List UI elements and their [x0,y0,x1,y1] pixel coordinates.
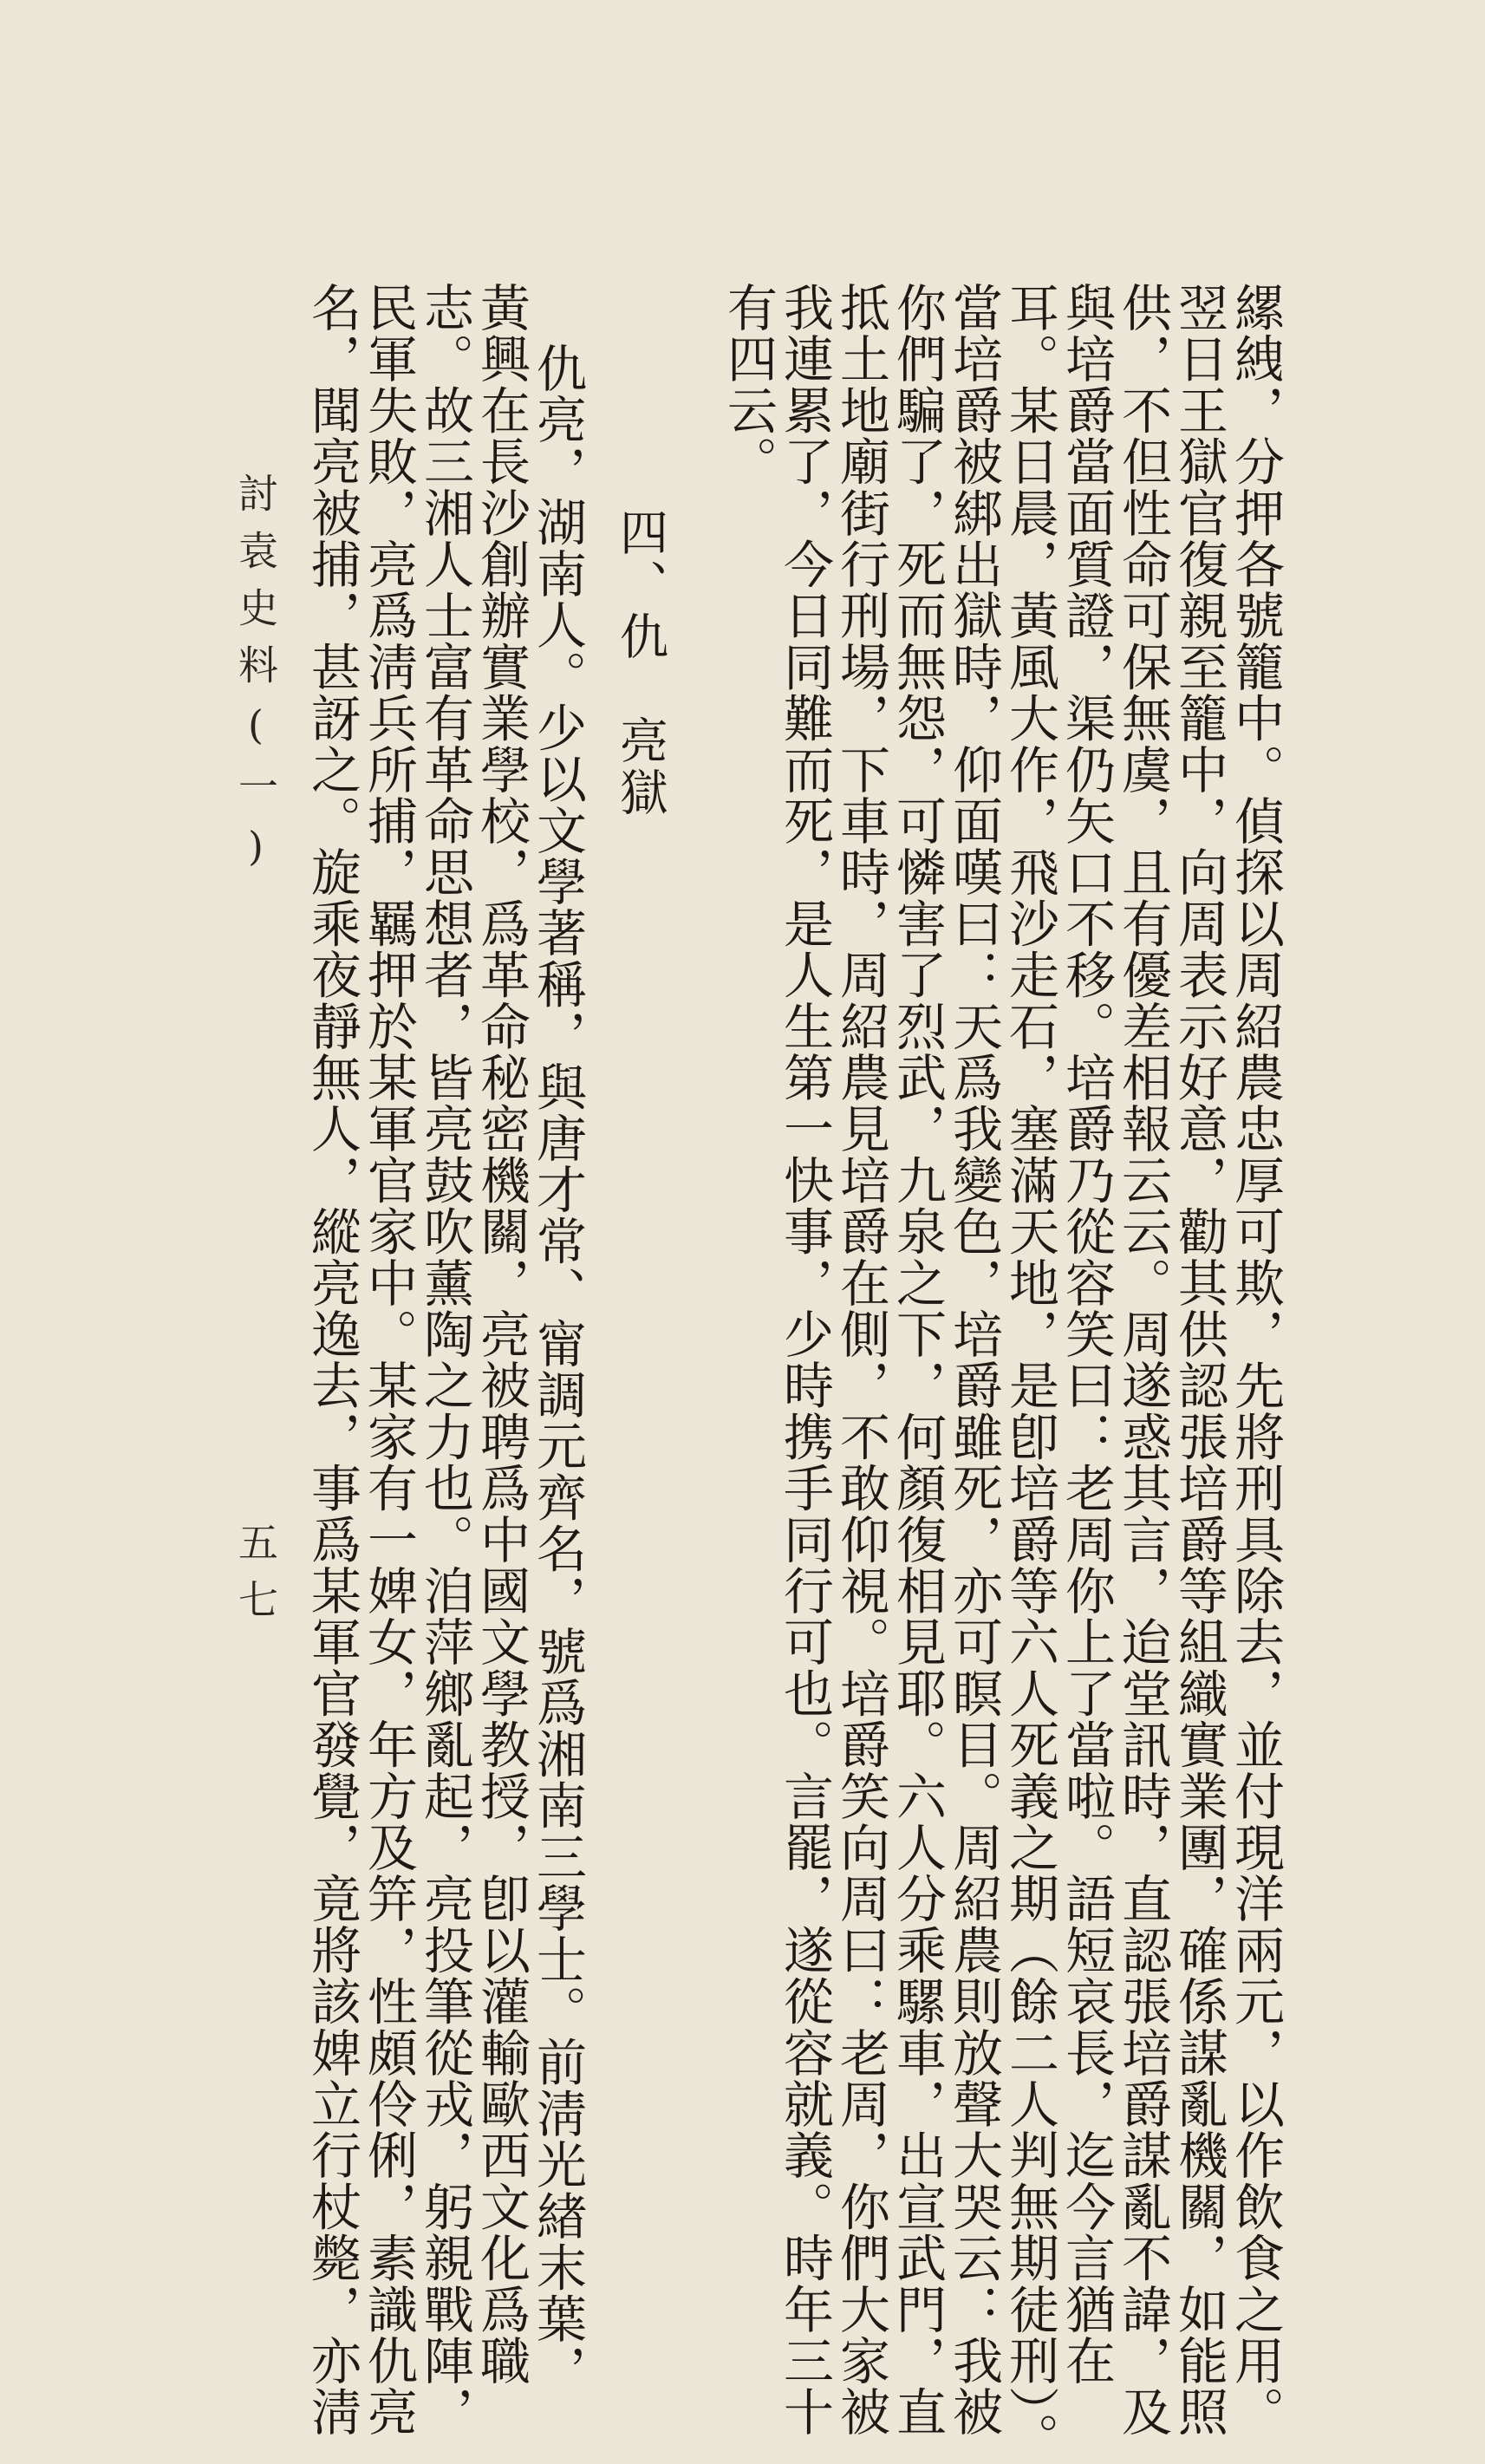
page-number: 五七 [232,1522,279,1636]
text-column: 當培爵被綁出獄時，仰面嘆曰：天爲我變色，培爵雖死，亦可瞑目。周紹農則放聲大哭云：我被 [944,282,1003,2438]
text-column: 縲絏，分押各號籠中。偵探以周紹農忠厚可欺，先將刑具除去，並付現洋兩元，以作飲食之用。 [1226,282,1285,2438]
text-column: 仇亮，湖南人。少以文學著稱，與唐才常、甯調元齊名，號爲湘南三學士。前淸光緖末葉， [528,342,587,2396]
section-heading: 四、仇 亮獄 [612,507,668,819]
running-title: 討袁史料(一) [232,473,279,887]
text-column: 與培爵當面質證，渠仍矢口不移。培爵乃從容笑曰：老周你上了當啦。語短哀長，迄今言猶在 [1057,282,1116,2387]
text-column: 抵土地廟街行刑場，下車時，周紹農見培爵在側，不敢仰視。培爵笑向周曰：老周，你們大家被 [831,282,890,2438]
text-column: 黃興在長沙創辦實業學校，爲革命秘密機關，亮被聘爲中國文學教授，卽以灌輸歐西文化爲職 [472,282,531,2387]
text-column: 供，不但性命可保無虞，且有優差相報云云。周遂惑其言，迨堂訊時，直認張培爵謀亂不諱，及 [1113,282,1172,2438]
text-column: 翌日王獄官復親至籠中，向周表示好意，勸其供認張培爵等組織實業團，確係謀亂機關，如能照 [1169,282,1228,2438]
text-column: 我連累了，今日同難而死，是人生第一快事，少時携手同行可也。言罷，遂從容就義。時年三十 [775,282,834,2438]
text-column: 民軍失敗，亮爲淸兵所捕，羈押於某軍官家中。某家有一婢女，年方及笄，性頗伶俐，素識仇亮 [359,282,418,2438]
text-column: 名，聞亮被捕，甚訝之。旋乘夜靜無人，縱亮逸去，事爲某軍官發覺，竟將該婢立行杖斃，亦淸 [303,282,361,2438]
text-column: 有四云。 [719,282,778,487]
text-column: 耳。某日晨，黃風大作，飛沙走石，塞滿天地，是卽培爵等六人死義之期（餘二人判無期徒刑）。 [1000,282,1059,2464]
text-column: 志。故三湘人士富有革命思想者，皆亮鼓吹薰陶之力也。洎萍鄉亂起，亮投筆從戎，躬親戰陣， [415,282,474,2438]
text-column: 你們騙了，死而無怨，可憐害了烈武，九泉之下，何顏復相見耶。六人分乘騾車，出宣武門，直 [888,282,947,2438]
